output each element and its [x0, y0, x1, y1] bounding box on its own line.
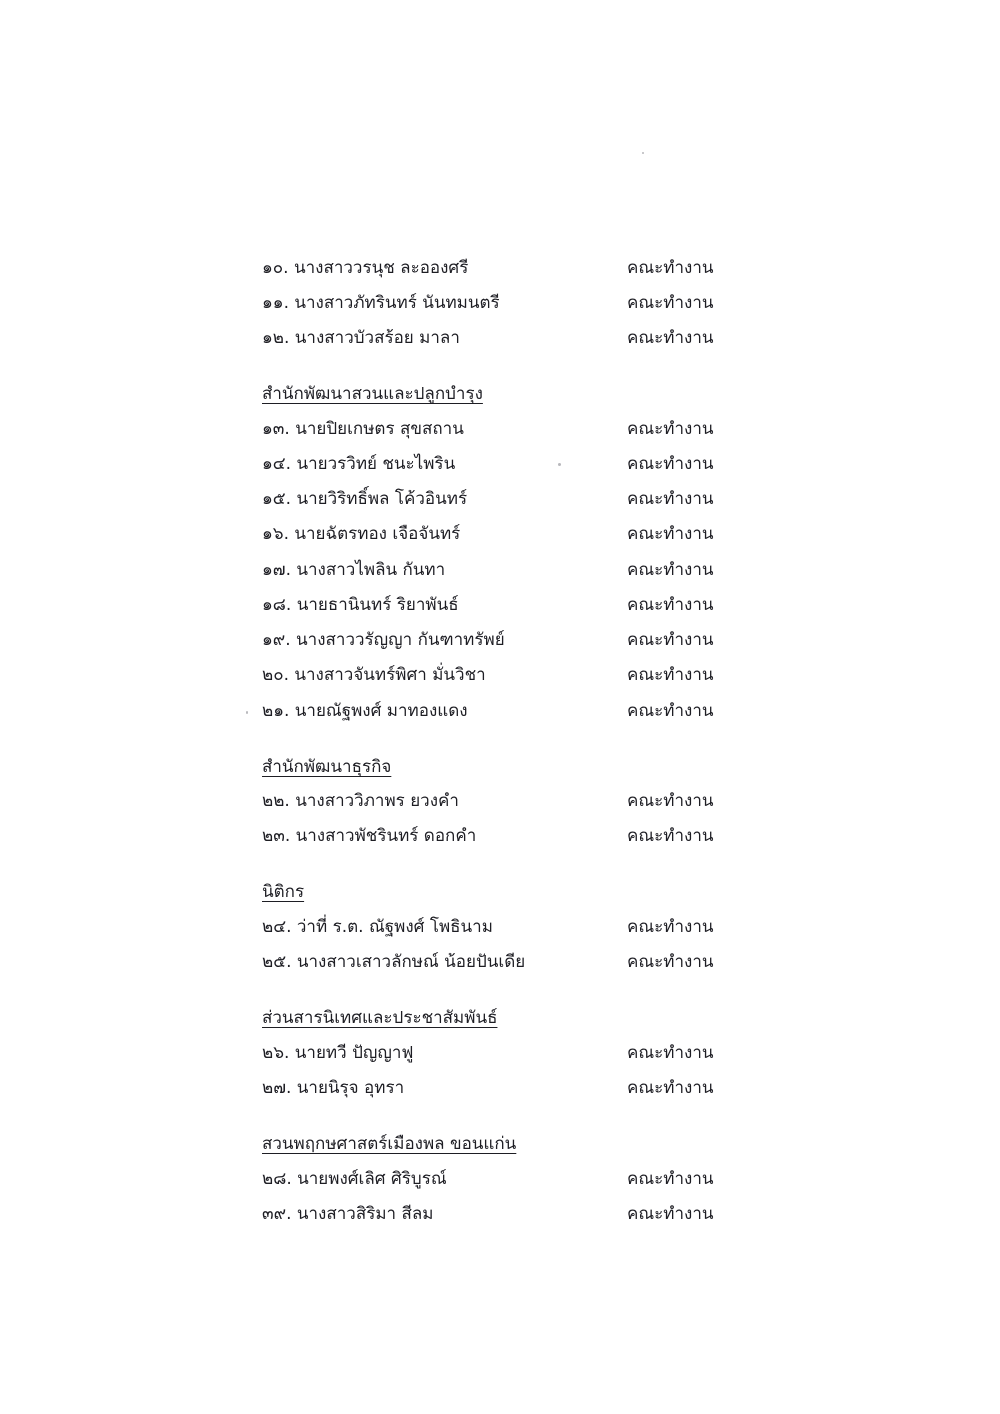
member-name: ๑๘. นายธานินทร์ ริยาพันธ์	[262, 595, 459, 615]
member-name: ๒๘. นายพงศ์เลิศ ศิริบูรณ์	[262, 1169, 447, 1189]
member-role: คณะทำงาน	[627, 701, 714, 721]
list-item	[262, 1073, 742, 1103]
list-item	[262, 660, 742, 690]
member-name: ๒๓. นางสาวพัชรินทร์ ดอกคำ	[262, 826, 477, 846]
member-name: ๑๓. นายปิยเกษตร สุขสถาน	[262, 419, 464, 439]
member-role: คณะทำงาน	[627, 560, 714, 580]
member-role: คณะทำงาน	[627, 595, 714, 615]
member-role: คณะทำงาน	[627, 293, 714, 313]
member-role: คณะทำงาน	[627, 665, 714, 685]
list-item	[262, 288, 742, 318]
member-role: คณะทำงาน	[627, 1204, 714, 1224]
list-item	[262, 590, 742, 620]
list-item	[262, 253, 742, 283]
member-name: ๑๒. นางสาวบัวสร้อย มาลา	[262, 328, 460, 348]
member-role: คณะทำงาน	[627, 1169, 714, 1189]
scan-speck	[642, 152, 644, 154]
member-role: คณะทำงาน	[627, 258, 714, 278]
member-name: ๓๙. นางสาวสิริมา สีลม	[262, 1204, 434, 1224]
member-role: คณะทำงาน	[627, 1078, 714, 1098]
member-name: ๒๖. นายทวี ปัญญาฟู	[262, 1043, 414, 1063]
list-item	[262, 696, 742, 726]
list-item	[262, 449, 742, 479]
member-role: คณะทำงาน	[627, 454, 714, 474]
list-item	[262, 1164, 742, 1194]
member-name: ๒๗. นายนิรุจ อุทรา	[262, 1078, 405, 1098]
member-name: ๑๐. นางสาววรนุช ละอองศรี	[262, 258, 469, 278]
member-role: คณะทำงาน	[627, 952, 714, 972]
scan-speck	[246, 711, 248, 714]
section-heading: นิติกร	[262, 882, 305, 902]
section-heading: สำนักพัฒนาธุรกิจ	[262, 757, 392, 777]
member-role: คณะทำงาน	[627, 1043, 714, 1063]
member-role: คณะทำงาน	[627, 489, 714, 509]
member-role: คณะทำงาน	[627, 328, 714, 348]
member-name: ๒๕. นางสาวเสาวลักษณ์ น้อยปันเดีย	[262, 952, 526, 972]
member-role: คณะทำงาน	[627, 917, 714, 937]
list-item	[262, 484, 742, 514]
member-role: คณะทำงาน	[627, 630, 714, 650]
member-role: คณะทำงาน	[627, 419, 714, 439]
member-name: ๑๙. นางสาววรัญญา กันฑาทรัพย์	[262, 630, 505, 650]
member-role: คณะทำงาน	[627, 524, 714, 544]
list-item	[262, 912, 742, 942]
list-item	[262, 625, 742, 655]
member-name: ๒๒. นางสาววิภาพร ยวงคำ	[262, 791, 459, 811]
list-item	[262, 1038, 742, 1068]
list-item	[262, 786, 742, 816]
member-name: ๑๔. นายวรวิทย์ ชนะไพริน	[262, 454, 456, 474]
list-item	[262, 1199, 742, 1229]
member-role: คณะทำงาน	[627, 826, 714, 846]
list-item	[262, 519, 742, 549]
section-heading: สำนักพัฒนาสวนและปลูกบำรุง	[262, 384, 483, 404]
member-name: ๑๑. นางสาวภัทรินทร์ นันทมนตรี	[262, 293, 500, 313]
list-item	[262, 414, 742, 444]
list-item	[262, 323, 742, 353]
member-name: ๒๑. นายณัฐพงศ์ มาทองแดง	[262, 701, 468, 721]
list-item	[262, 555, 742, 585]
section-heading: ส่วนสารนิเทศและประชาสัมพันธ์	[262, 1008, 498, 1028]
member-name: ๒๔. ว่าที่ ร.ต. ณัฐพงศ์ โพธินาม	[262, 917, 493, 937]
member-role: คณะทำงาน	[627, 791, 714, 811]
section-heading: สวนพฤกษศาสตร์เมืองพล ขอนแก่น	[262, 1134, 517, 1154]
member-name: ๑๕. นายวิริทธิ์พล โค้วอินทร์	[262, 489, 468, 509]
member-name: ๒๐. นางสาวจันทร์พิศา มั่นวิชา	[262, 665, 486, 685]
member-name: ๑๖. นายฉัตรทอง เจือจันทร์	[262, 524, 461, 544]
list-item	[262, 947, 742, 977]
member-name: ๑๗. นางสาวไพลิน กันทา	[262, 560, 446, 580]
scan-speck	[558, 463, 561, 466]
list-item	[262, 821, 742, 851]
